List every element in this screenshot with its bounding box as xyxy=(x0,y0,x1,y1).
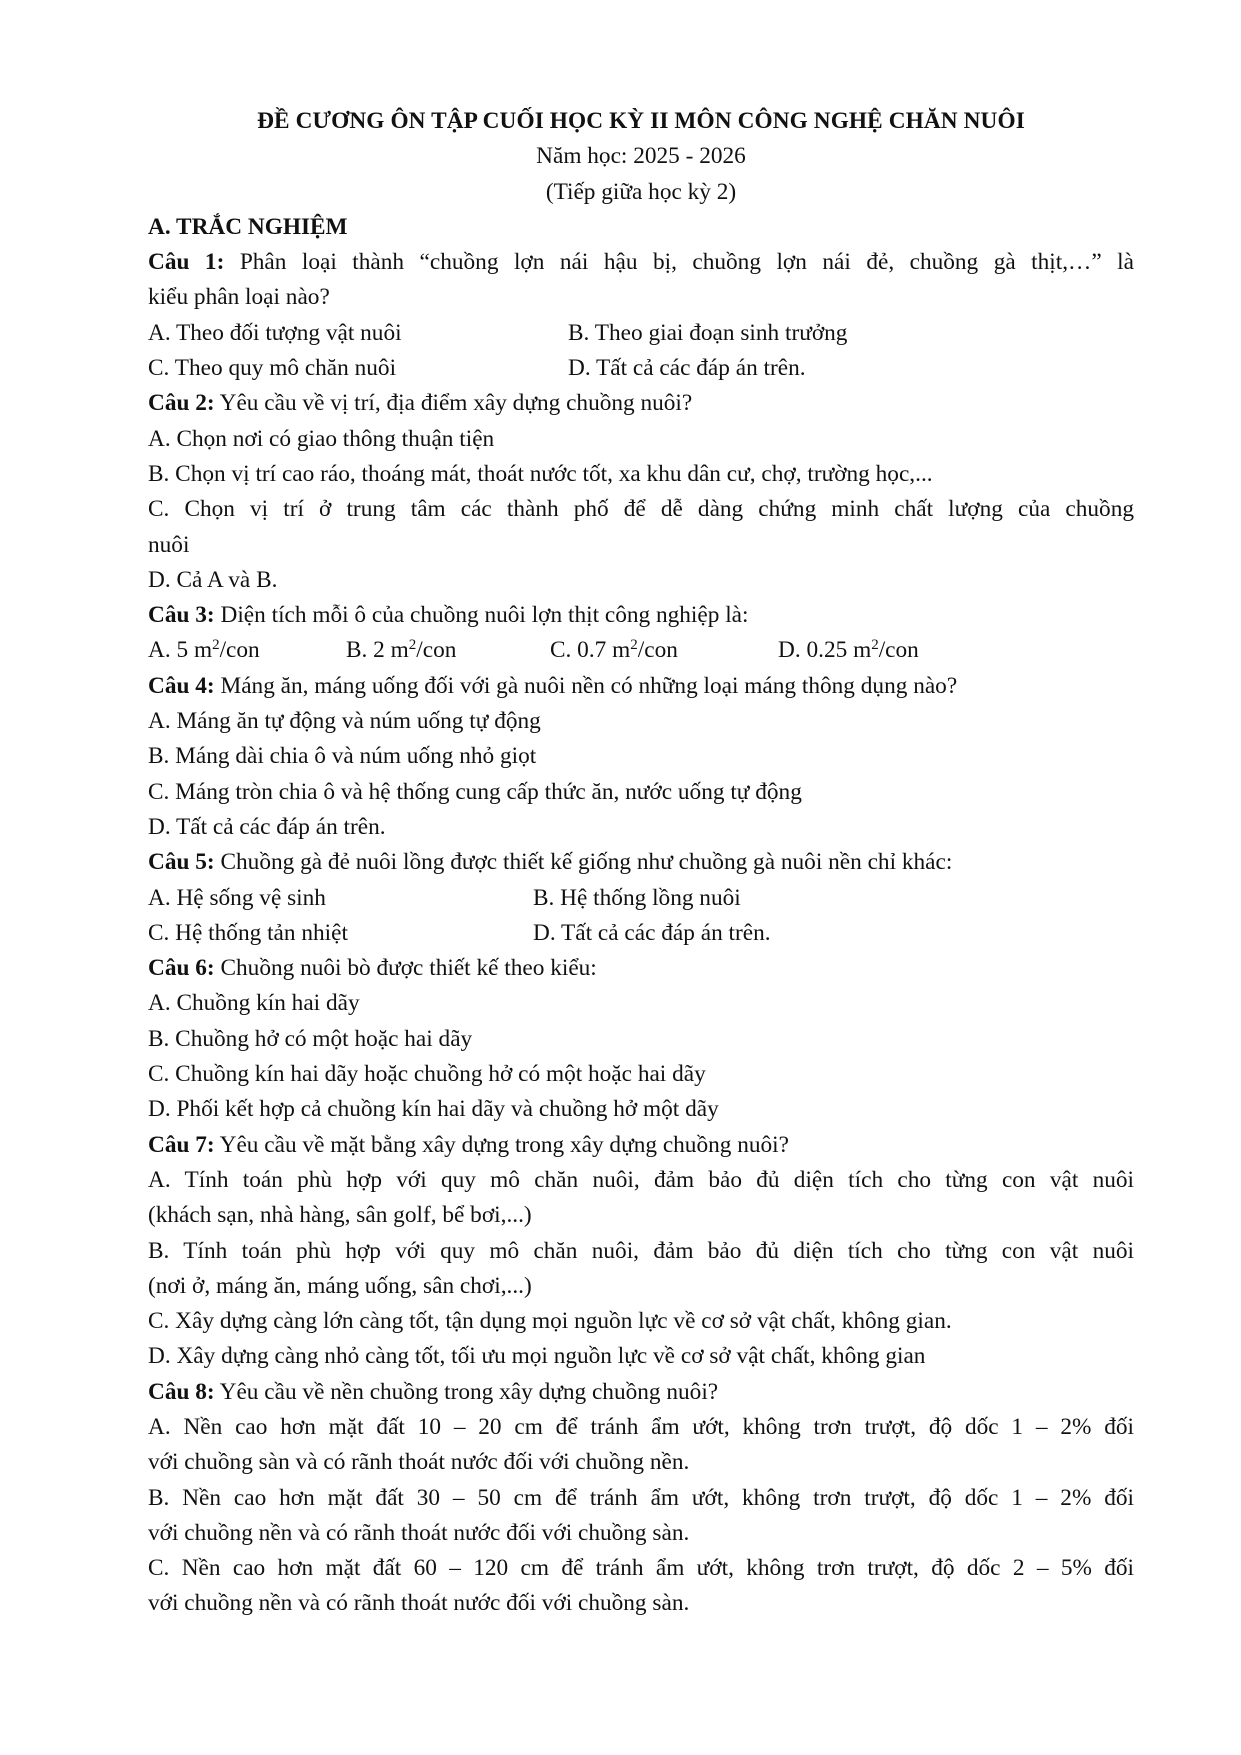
superscript: 2 xyxy=(408,637,417,654)
question-2-option-d: D. Cả A và B. xyxy=(148,566,278,593)
question-3-option-d xyxy=(778,633,919,668)
question-5-options-row-2 xyxy=(148,916,1134,951)
question-3-option-a xyxy=(148,633,346,668)
question-5-option-b: B. Hệ thống lồng nuôi xyxy=(533,884,741,911)
option-a-value: A. 5 m xyxy=(148,637,213,664)
question-1-stem xyxy=(148,245,1134,280)
question-4-text: Máng ăn, máng uống đối với gà nuôi nền có những loại máng thông dụng nào? xyxy=(214,672,958,699)
question-7-option-a: A. Tính toán phù hợp với quy mô chăn nuôi, đảm bảo đủ diện tích cho từng con vật nuôi xyxy=(148,1166,1134,1193)
question-6-text: Chuồng nuôi bò được thiết kế theo kiểu: xyxy=(214,955,597,982)
question-5-options-row-1 xyxy=(148,881,1134,916)
question-6-option-d: D. Phối kết hợp cả chuồng kín hai dãy và chuồng hở một dãy xyxy=(148,1096,719,1123)
question-4-option-b: B. Máng dài chia ô và núm uống nhỏ giọt xyxy=(148,743,537,770)
question-8-stem xyxy=(148,1375,1134,1410)
school-year: Năm học: 2025 - 2026 xyxy=(536,143,746,170)
section-heading-a: A. TRẮC NGHIỆM xyxy=(148,213,348,240)
question-7-option-a-cont: (khách sạn, nhà hàng, sân golf, bể bơi,...) xyxy=(148,1202,532,1229)
question-6-option-a: A. Chuồng kín hai dãy xyxy=(148,990,360,1017)
question-6-option-b: B. Chuồng hở có một hoặc hai dãy xyxy=(148,1025,473,1052)
option-c-value: C. 0.7 m xyxy=(550,637,631,664)
question-4-option-a: A. Máng ăn tự động và núm uống tự động xyxy=(148,708,541,735)
unit: /con xyxy=(878,637,919,664)
question-7-text: Yêu cầu về mặt bằng xây dựng trong xây dựng chuồng nuôi? xyxy=(214,1131,789,1158)
question-1-option-a: A. Theo đối tượng vật nuôi xyxy=(148,319,402,346)
question-5-option-c: C. Hệ thống tản nhiệt xyxy=(148,919,348,946)
document-page xyxy=(148,104,1134,1622)
question-7-stem xyxy=(148,1128,1134,1163)
question-7-option-d: D. Xây dựng càng nhỏ càng tốt, tối ưu mọi nguồn lực về cơ sở vật chất, không gian xyxy=(148,1343,926,1370)
question-5-option-d: D. Tất cả các đáp án trên. xyxy=(533,919,771,946)
question-4-option-c: C. Máng tròn chia ô và hệ thống cung cấp thức ăn, nước uống tự động xyxy=(148,778,802,805)
question-8-text: Yêu cầu về nền chuồng trong xây dựng chuồng nuôi? xyxy=(214,1378,719,1405)
question-2-option-c-cont: nuôi xyxy=(148,531,190,558)
question-6-label: Câu 6: xyxy=(148,955,215,982)
question-6-option-c: C. Chuồng kín hai dãy hoặc chuồng hở có một hoặc hai dãy xyxy=(148,1061,706,1088)
question-1-options-row-1 xyxy=(148,316,1134,351)
question-2-stem xyxy=(148,386,1134,421)
question-2-text: Yêu cầu về vị trí, địa điểm xây dựng chuồng nuôi? xyxy=(214,390,693,417)
question-3-stem xyxy=(148,598,1134,633)
question-8-option-b: B. Nền cao hơn mặt đất 30 – 50 cm để tránh ẩm ướt, không trơn trượt, độ dốc 1 – 2% đối xyxy=(148,1484,1134,1511)
question-7-option-b: B. Tính toán phù hợp với quy mô chăn nuôi, đảm bảo đủ diện tích cho từng con vật nuôi xyxy=(148,1237,1134,1264)
question-3-label: Câu 3: xyxy=(148,602,215,629)
document-title: ĐỀ CƯƠNG ÔN TẬP CUỐI HỌC KỲ II MÔN CÔNG NGHỆ CHĂN NUÔI xyxy=(257,108,1025,134)
option-b-value: B. 2 m xyxy=(346,637,409,664)
question-7-option-b-cont: (nơi ở, máng ăn, máng uống, sân chơi,...) xyxy=(148,1272,532,1299)
question-8-label: Câu 8: xyxy=(148,1378,215,1405)
question-1-stem-cont: kiểu phân loại nào? xyxy=(148,284,330,311)
question-2-option-b: B. Chọn vị trí cao ráo, thoáng mát, thoát nước tốt, xa khu dân cư, chợ, trường học,... xyxy=(148,460,933,487)
superscript: 2 xyxy=(212,637,220,654)
question-1-label: Câu 1: xyxy=(148,249,225,276)
question-2-option-a: A. Chọn nơi có giao thông thuận tiện xyxy=(148,425,495,452)
question-2-label: Câu 2: xyxy=(148,390,215,417)
question-4-label: Câu 4: xyxy=(148,672,215,699)
unit: /con xyxy=(637,637,678,664)
question-1-option-b: B. Theo giai đoạn sinh trưởng xyxy=(568,319,848,346)
question-7-label: Câu 7: xyxy=(148,1131,215,1158)
option-d-value: D. 0.25 m xyxy=(778,637,872,664)
question-1-options-row-2 xyxy=(148,351,1134,386)
question-5-text: Chuồng gà đẻ nuôi lồng được thiết kế giống như chuồng gà nuôi nền chỉ khác: xyxy=(214,849,953,876)
superscript: 2 xyxy=(871,637,879,654)
document-note: (Tiếp giữa học kỳ 2) xyxy=(545,178,737,205)
question-3-options-row xyxy=(148,633,1134,668)
unit: /con xyxy=(416,637,457,664)
question-5-label: Câu 5: xyxy=(148,849,215,876)
question-2-option-c: C. Chọn vị trí ở trung tâm các thành phố để dễ dàng chứng minh chất lượng của chuồng xyxy=(148,496,1134,523)
question-4-stem xyxy=(148,669,1134,704)
question-8-option-a-cont: với chuồng sàn và có rãnh thoát nước đối với chuồng nền. xyxy=(148,1449,690,1476)
unit: /con xyxy=(219,637,260,664)
question-3-option-c xyxy=(550,633,778,668)
question-8-option-a: A. Nền cao hơn mặt đất 10 – 20 cm để tránh ẩm ướt, không trơn trượt, độ dốc 1 – 2% đối xyxy=(148,1413,1134,1440)
question-5-option-a: A. Hệ sống vệ sinh xyxy=(148,884,326,911)
question-6-stem xyxy=(148,951,1134,986)
question-1-option-d: D. Tất cả các đáp án trên. xyxy=(568,355,806,382)
question-3-option-b xyxy=(346,633,550,668)
question-3-text: Diện tích mỗi ô của chuồng nuôi lợn thịt công nghiệp là: xyxy=(214,602,749,629)
question-8-option-b-cont: với chuồng nền và có rãnh thoát nước đối với chuồng sàn. xyxy=(148,1519,690,1546)
question-1-text: Phân loại thành “chuồng lợn nái hậu bị, chuồng lợn nái đẻ, chuồng gà thịt,…” là xyxy=(224,249,1134,276)
question-4-option-d: D. Tất cả các đáp án trên. xyxy=(148,813,386,840)
question-5-stem xyxy=(148,845,1134,880)
question-8-option-c-cont: với chuồng nền và có rãnh thoát nước đối với chuồng sàn. xyxy=(148,1590,690,1617)
question-7-option-c: C. Xây dựng càng lớn càng tốt, tận dụng mọi nguồn lực về cơ sở vật chất, không gian. xyxy=(148,1308,952,1335)
question-1-option-c: C. Theo quy mô chăn nuôi xyxy=(148,355,397,382)
superscript: 2 xyxy=(630,637,638,654)
question-8-option-c: C. Nền cao hơn mặt đất 60 – 120 cm để tránh ẩm ướt, không trơn trượt, độ dốc 2 – 5% đối xyxy=(148,1555,1134,1582)
